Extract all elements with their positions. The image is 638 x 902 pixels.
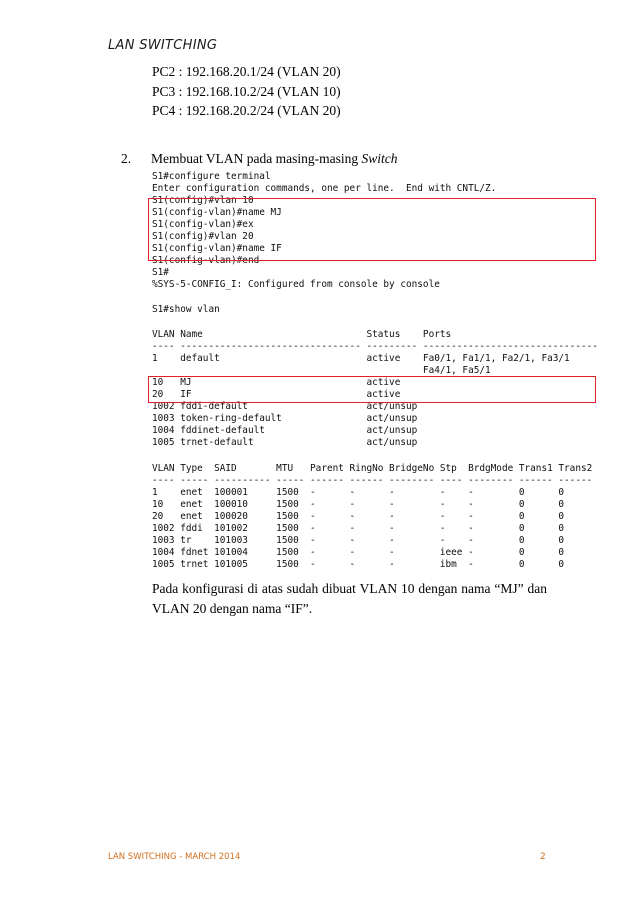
terminal-line: %SYS-5-CONFIG_I: Configured from console by console	[152, 279, 440, 290]
vlan-table-divider: ---- -------------------------------- --------- -------------------------------	[152, 341, 598, 352]
terminal-line: S1(config-vlan)#name MJ	[152, 207, 282, 218]
type-table-row: 1002 fddi 101002 1500 - - - - - 0 0	[152, 523, 565, 534]
pc-address-line: PC4 : 192.168.20.2/24 (VLAN 20)	[152, 103, 341, 118]
vlan-table-row: Fa4/1, Fa5/1	[152, 365, 491, 376]
terminal-line: Enter configuration commands, one per line. End with CNTL/Z.	[152, 183, 497, 194]
type-table-row: 1005 trnet 101005 1500 - - - ibm - 0 0	[152, 559, 565, 570]
step-text: Membuat VLAN pada masing-masing	[151, 151, 362, 166]
terminal-line: S1(config)#vlan 10	[152, 195, 254, 206]
terminal-line: S1(config-vlan)#ex	[152, 219, 254, 230]
vlan-table-row: 1002 fddi-default act/unsup	[152, 401, 418, 412]
footer-title: LAN SWITCHING - MARCH 2014	[108, 852, 241, 862]
vlan-table-row: 1005 trnet-default act/unsup	[152, 437, 418, 448]
pc-address-list	[152, 62, 341, 121]
step-number: 2.	[121, 151, 132, 166]
type-table-row: 20 enet 100020 1500 - - - - - 0 0	[152, 511, 565, 522]
terminal-line: S1(config-vlan)#end	[152, 255, 260, 266]
step-heading	[121, 151, 397, 167]
explanation-paragraph: Pada konfigurasi di atas sudah dibuat VLAN 10 dengan nama “MJ” dan VLAN 20 dengan nama “IF”.	[152, 581, 547, 616]
terminal-line: S1#configure terminal	[152, 171, 271, 182]
pc-address-line: PC2 : 192.168.20.1/24 (VLAN 20)	[152, 64, 341, 79]
vlan-table-row: 1004 fddinet-default act/unsup	[152, 425, 418, 436]
vlan-table-row: 1003 token-ring-default act/unsup	[152, 413, 418, 424]
vlan-table-header: VLAN Name Status Ports	[152, 329, 452, 340]
terminal-line: S1#show vlan	[152, 304, 220, 315]
type-table-header: VLAN Type SAID MTU Parent RingNo BridgeNo Stp BrdgMode Trans1 Trans2	[152, 463, 593, 474]
terminal-line: S1(config-vlan)#name IF	[152, 243, 282, 254]
terminal-line: S1#	[152, 267, 169, 278]
type-table-row: 1 enet 100001 1500 - - - - - 0 0	[152, 487, 565, 498]
highlight-box-vlan-table	[148, 376, 596, 403]
type-table-row: 1004 fdnet 101004 1500 - - - ieee - 0 0	[152, 547, 565, 558]
step-text-italic: Switch	[361, 151, 398, 166]
page-number: 2	[540, 852, 546, 862]
running-header: LAN SWITCHING	[108, 38, 218, 53]
terminal-line: S1(config)#vlan 20	[152, 231, 254, 242]
pc-address-line: PC3 : 192.168.10.2/24 (VLAN 10)	[152, 83, 341, 99]
highlight-box-vlan-config	[148, 198, 596, 261]
vlan-table-row: 20 IF active	[152, 389, 401, 400]
type-table-row: 10 enet 100010 1500 - - - - - 0 0	[152, 499, 565, 510]
vlan-table-row: 10 MJ active	[152, 377, 401, 388]
type-table-row: 1003 tr 101003 1500 - - - - - 0 0	[152, 535, 565, 546]
type-table-divider: ---- ----- ---------- ----- ------ ------ -------- ---- -------- ------ ------	[152, 475, 593, 486]
vlan-table-row: 1 default active Fa0/1, Fa1/1, Fa2/1, Fa3/1	[152, 353, 570, 364]
